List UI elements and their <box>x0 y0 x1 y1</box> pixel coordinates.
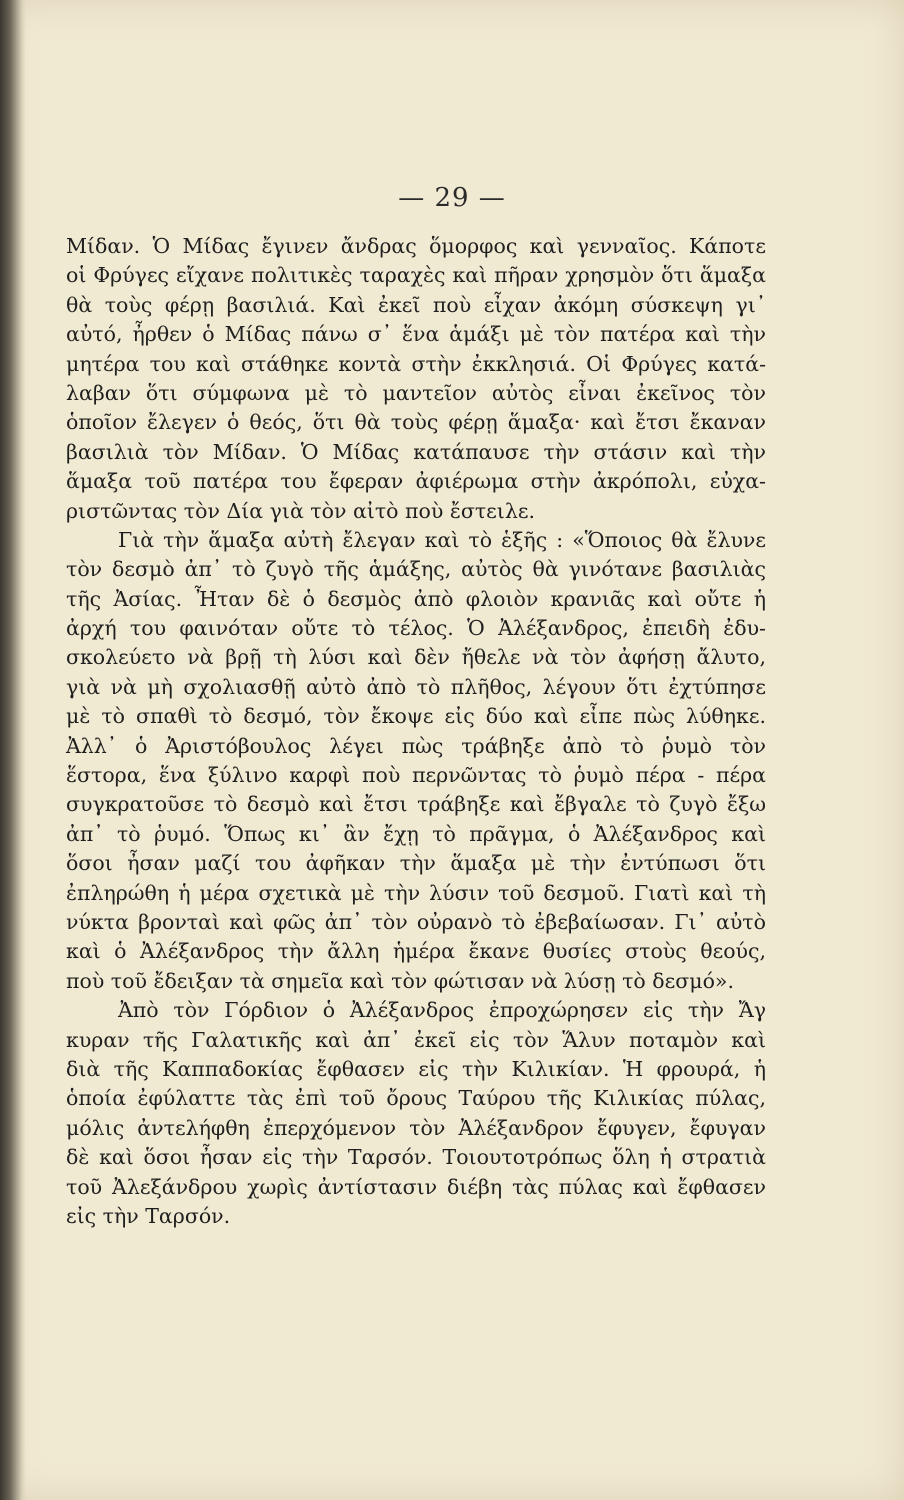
text-line: θὰ τοὺς φέρῃ βασιλιά. Καὶ ἐκεῖ ποὺ εἶχαν ἀκόμη σύσκεψη γι᾽ <box>66 292 766 317</box>
text-line: εἰς τὴν Ταρσόν. <box>66 1203 231 1228</box>
text-line: βασιλιὰ τὸν Μίδαν. Ὁ Μίδας κατάπαυσε τὴν στάσιν καὶ τὴν <box>66 439 766 464</box>
text-line: Ἀπὸ τὸν Γόρδιον ὁ Ἀλέξανδρος ἐπροχώρησεν εἰς τὴν Ἄγ <box>118 998 766 1023</box>
text-line: ποὺ τοῦ ἔδειξαν τὰ σημεῖα καὶ τὸν φώτισαν νὰ λύσῃ τὸ δεσμό». <box>66 968 734 993</box>
text-line: γιὰ νὰ μὴ σχολιασθῇ αὐτὸ ἀπὸ τὸ πλῆθος, λέγουν ὅτι ἐχτύπησε <box>66 674 766 699</box>
text-line: ἀπ᾽ τὸ ῥυμό. Ὅπως κι᾽ ἂν ἔχῃ τὸ πρᾶγμα, ὁ Ἀλέξανδρος καὶ <box>66 821 766 846</box>
text-line: Ἀλλ᾽ ὁ Ἀριστόβουλος λέγει πὼς τράβηξε ἀπὸ τὸ ῥυμὸ τὸν <box>66 733 766 758</box>
text-line: σκολεύετο νὰ βρῇ τὴ λύσι καὶ δὲν ἤθελε νὰ τὸν ἀφήσῃ ἄλυτο, <box>66 645 766 670</box>
text-line: ἅμαξα τοῦ πατέρα του ἔφεραν ἀφιέρωμα στὴν ἀκρόπολι, εὐχα- <box>66 469 766 494</box>
body-text <box>66 232 766 1231</box>
text-line: κυραν τῆς Γαλατικῆς καὶ ἀπ᾽ ἐκεῖ εἰς τὸν Ἅλυν ποταμὸν καὶ <box>66 1027 766 1052</box>
text-line: μὲ τὸ σπαθὶ τὸ δεσμό, τὸν ἔκοψε εἰς δύο καὶ εἶπε πὼς λύθηκε. <box>66 704 766 729</box>
text-line: ὅσοι ἦσαν μαζί του ἀφῆκαν τὴν ἅμαξα μὲ τὴν ἐντύπωσι ὅτι <box>66 851 766 876</box>
text-line: διὰ τῆς Καππαδοκίας ἔφθασεν εἰς τὴν Κιλικίαν. Ἡ φρουρά, ἡ <box>66 1056 766 1081</box>
text-line: μόλις ἀντελήφθη ἐπερχόμενον τὸν Ἀλέξανδρον ἔφυγεν, ἔφυγαν <box>66 1115 766 1140</box>
text-line: Γιὰ τὴν ἅμαξα αὐτὴ ἔλεγαν καὶ τὸ ἑξῆς : «Ὅποιος θὰ ἔλυνε <box>118 527 766 552</box>
text-line: ἀρχή του φαινόταν οὔτε τὸ τέλος. Ὁ Ἀλέξανδρος, ἐπειδὴ ἐδυ- <box>66 616 766 641</box>
text-line: ἕστορα, ἕνα ξύλινο καρφὶ ποὺ περνῶντας τὸ ῥυμὸ πέρα - πέρα <box>66 763 766 788</box>
text-line: μητέρα του καὶ στάθηκε κοντὰ στὴν ἐκκλησιά. Οἱ Φρύγες κατά- <box>66 351 766 376</box>
text-line: ριστῶντας τὸν Δία γιὰ τὸν αἰτὸ ποὺ ἔστειλε. <box>66 498 535 523</box>
text-line: ἐπληρώθη ἡ μέρα σχετικὰ μὲ τὴν λύσιν τοῦ δεσμοῦ. Γιατὶ καὶ τὴ <box>66 880 766 905</box>
book-binding-edge <box>0 0 26 1500</box>
text-line: Μίδαν. Ὁ Μίδας ἔγινεν ἄνδρας ὅμορφος καὶ γενναῖος. Κάποτε <box>66 234 766 258</box>
page-number: — 29 — <box>398 183 506 213</box>
text-line: δὲ καὶ ὅσοι ἦσαν εἰς τὴν Ταρσόν. Τοιουτοτρόπως ὅλη ἡ στρατιὰ <box>66 1145 766 1170</box>
text-line: ὁποία ἐφύλαττε τὰς ἐπὶ τοῦ ὄρους Ταύρου τῆς Κιλικίας πύλας, <box>66 1086 766 1111</box>
text-line: τὸν δεσμὸ ἀπ᾽ τὸ ζυγὸ τῆς ἁμάξης, αὐτὸς θὰ γινότανε βασιλιὰς <box>66 557 766 582</box>
text-line: νύκτα βρονταὶ καὶ φῶς ἀπ᾽ τὸν οὐρανὸ τὸ ἐβεβαίωσαν. Γι᾽ αὐτὸ <box>66 909 766 934</box>
text-line: συγκρατοῦσε τὸ δεσμὸ καὶ ἔτσι τράβηξε καὶ ἔβγαλε τὸ ζυγὸ ἔξω <box>66 792 766 817</box>
text-line: λαβαν ὅτι σύμφωνα μὲ τὸ μαντεῖον αὐτὸς εἶναι ἐκεῖνος τὸν <box>66 380 766 405</box>
text-line: αὐτό, ἦρθεν ὁ Μίδας πάνω σ᾽ ἕνα ἁμάξι μὲ τὸν πατέρα καὶ τὴν <box>66 322 766 347</box>
text-line: καὶ ὁ Ἀλέξανδρος τὴν ἄλλη ἡμέρα ἔκανε θυσίες στοὺς θεούς, <box>66 939 766 964</box>
text-line: οἱ Φρύγες εἴχανε πολιτικὲς ταραχὲς καὶ πῆραν χρησμὸν ὅτι ἅμαξα <box>66 263 766 288</box>
text-line: ὁποῖον ἔλεγεν ὁ θεός, ὅτι θὰ τοὺς φέρῃ ἅμαξα· καὶ ἔτσι ἔκαναν <box>66 410 766 435</box>
text-line: τῆς Ἀσίας. Ἦταν δὲ ὁ δεσμὸς ἀπὸ φλοιὸν κρανιᾶς καὶ οὔτε ἡ <box>66 586 766 611</box>
text-line: τοῦ Ἀλεξάνδρου χωρὶς ἀντίστασιν διέβη τὰς πύλας καὶ ἔφθασεν <box>66 1174 766 1199</box>
